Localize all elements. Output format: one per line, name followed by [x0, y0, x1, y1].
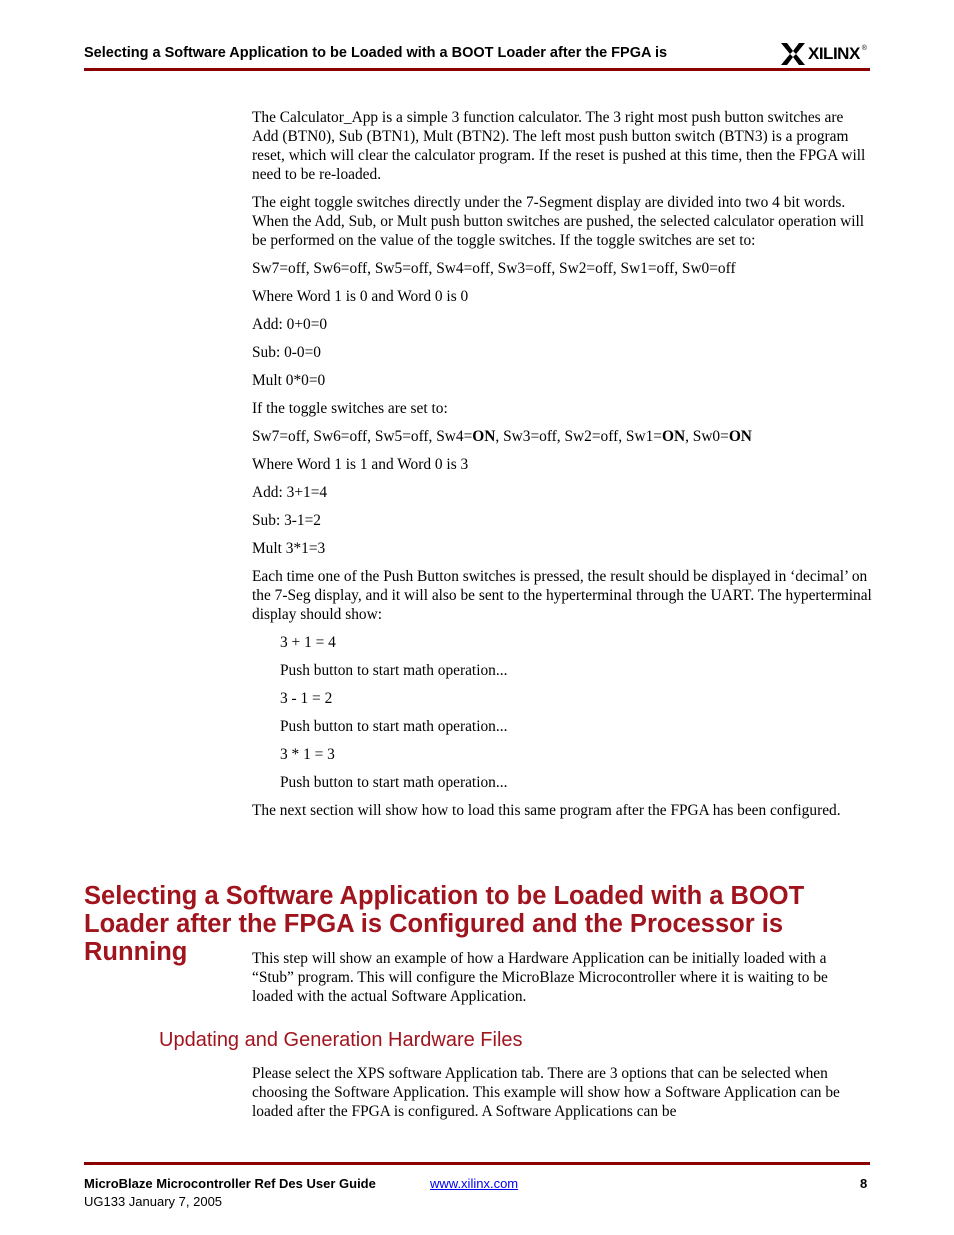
header-rule — [84, 68, 870, 71]
footer-website-link[interactable]: www.xilinx.com — [430, 1176, 519, 1191]
section-heading: Selecting a Software Application to be Loaded with a BOOT Loader after the FPGA is Configured and the Processor is Running — [84, 882, 805, 966]
terminal-line: 3 - 1 = 2 — [280, 690, 333, 707]
logo-text: XILINX — [808, 44, 860, 63]
word-values-2: Where Word 1 is 1 and Word 0 is 3 — [252, 456, 469, 473]
xilinx-mark-icon — [781, 42, 805, 66]
terminal-line: 3 * 1 = 3 — [280, 746, 335, 763]
terminal-line: Push button to start math operation... — [280, 718, 508, 735]
switch-setting-2: Sw7=off, Sw6=off, Sw5=off, Sw4=ON, Sw3=off, Sw2=off, Sw1=ON, Sw0=ON — [252, 428, 752, 445]
terminal-line: Push button to start math operation... — [280, 662, 508, 679]
switch-setting-1: Sw7=off, Sw6=off, Sw5=off, Sw4=off, Sw3=off, Sw2=off, Sw1=off, Sw0=off — [252, 260, 736, 277]
sub-result-1: Sub: 0-0=0 — [252, 344, 321, 361]
add-result-1: Add: 0+0=0 — [252, 316, 328, 333]
footer-guide-title: MicroBlaze Microcontroller Ref Des User Guide — [84, 1176, 376, 1191]
mult-result-1: Mult 0*0=0 — [252, 372, 326, 389]
logo-registered-mark: ® — [861, 45, 867, 52]
sub-result-2: Sub: 3-1=2 — [252, 512, 321, 529]
paragraph-push-button: Each time one of the Push Button switches is pressed, the result should be displayed in ‘decimal’ on the 7-Seg display, and it will also be sent to the hyperterminal through the UART. The hyperterminal display should show: — [252, 568, 872, 623]
subsection-body — [252, 1064, 872, 1130]
word-values-1: Where Word 1 is 0 and Word 0 is 0 — [252, 288, 469, 305]
paragraph-toggle-switches: The eight toggle switches directly under the 7-Segment display are divided into two 4 bit words. When the Add, Sub, or Mult push button switches are pushed, the selected calculator operation will be performed on the value of the toggle switches. If the toggle switches are set to: — [252, 194, 865, 249]
paragraph-calculator-intro: The Calculator_App is a simple 3 function calculator. The 3 right most push button switches are Add (BTN0), Sub (BTN1), Mult (BTN2). The left most push button switch (BTN3) is a program reset, which will clear the calculator program. If the reset is pushed at this time, then the FPGA will need to be re-loaded. — [252, 109, 866, 183]
running-header: Selecting a Software Application to be Loaded with a BOOT Loader after the FPGA is — [84, 45, 668, 61]
terminal-line: Push button to start math operation... — [280, 774, 508, 791]
paragraph-xps-tab: Please select the XPS software Application tab. There are 3 options that can be selected when choosing the Software Application. This example will show how a Software Application can be loaded after the FPGA is configured. A Software Applications can be — [252, 1065, 840, 1120]
if-toggle-set: If the toggle switches are set to: — [252, 400, 448, 417]
page-number: 8 — [860, 1176, 868, 1191]
mult-result-2: Mult 3*1=3 — [252, 540, 326, 557]
paragraph-stub-program: This step will show an example of how a Hardware Application can be initially loaded with a “Stub” program. This will configure the MicroBlaze Microcontroller where it is waiting to be loaded with the actual Software Application. — [252, 950, 828, 1005]
subsection-heading: Updating and Generation Hardware Files — [159, 1029, 523, 1051]
terminal-line: 3 + 1 = 4 — [280, 634, 336, 651]
main-body — [252, 108, 872, 829]
footer-rule — [84, 1162, 870, 1165]
paragraph-next-section: The next section will show how to load this same program after the FPGA has been configured. — [252, 802, 841, 819]
xilinx-logo — [781, 41, 867, 67]
add-result-2: Add: 3+1=4 — [252, 484, 328, 501]
footer-doc-id: UG133 January 7, 2005 — [84, 1194, 223, 1209]
section-intro — [252, 949, 872, 1015]
